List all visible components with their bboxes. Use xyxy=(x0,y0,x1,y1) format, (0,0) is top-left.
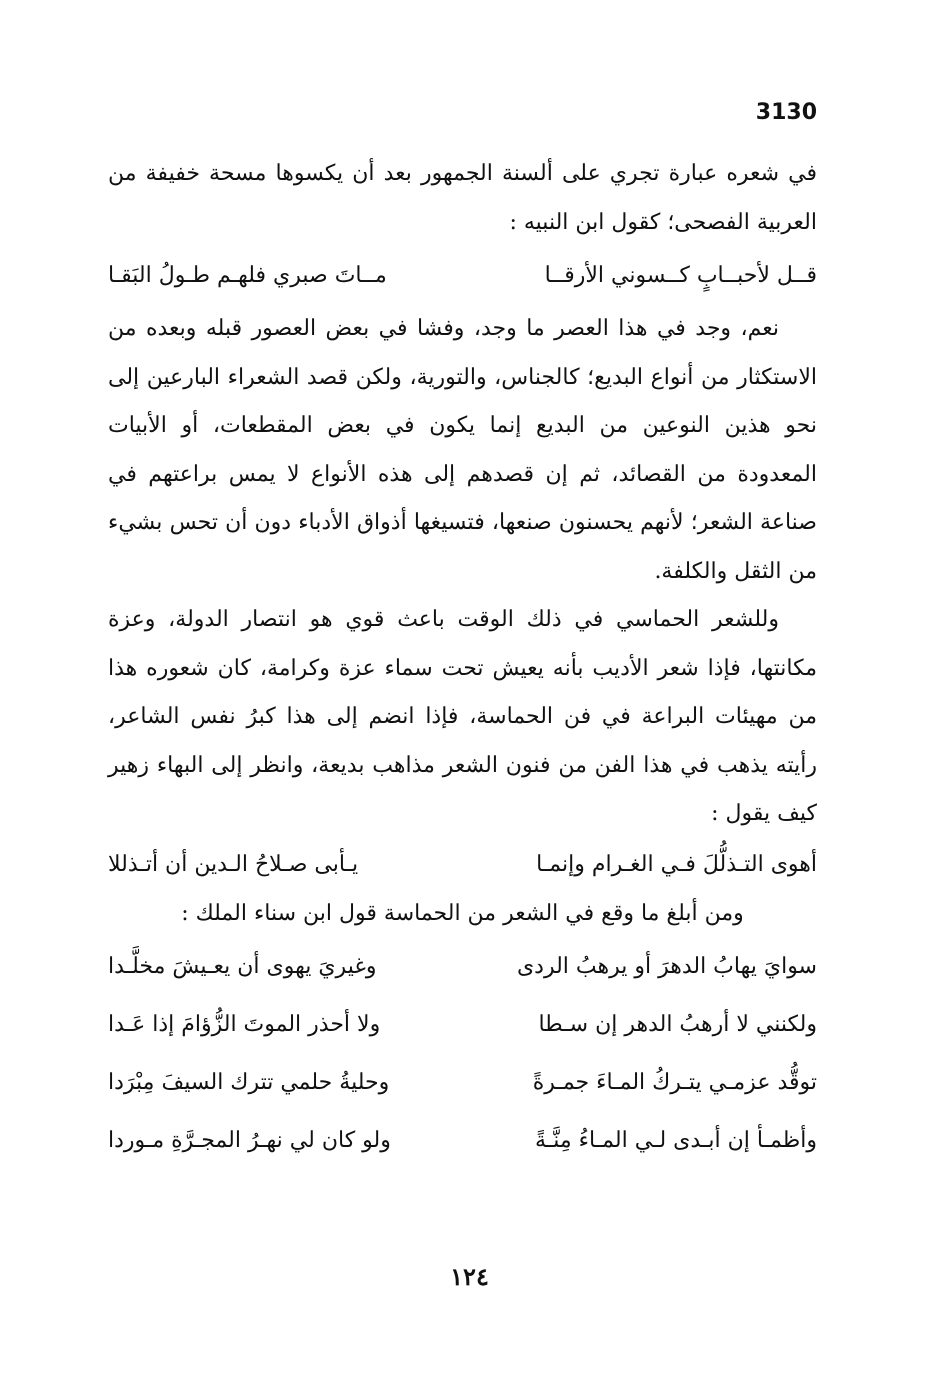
verse-second-hemistich: مــاتَ صبري فلهـم طـولُ البَقـا xyxy=(108,263,387,288)
verse-second-hemistich: ولا أحذر الموتَ الزُّؤامَ إذا عَـدا xyxy=(108,1012,381,1037)
verse-second-hemistich: وحليةُ حلمي تترك السيفَ مِبْرَدا xyxy=(108,1070,390,1095)
poem-line-1 xyxy=(108,938,817,996)
poem-line-4 xyxy=(108,1112,817,1170)
verse-first-hemistich: سوايَ يهابُ الدهرَ أو يرهبُ الردى xyxy=(516,954,817,979)
verse-second-hemistich: ولو كان لي نهـرُ المجـرَّةِ مـوردا xyxy=(108,1128,391,1153)
paragraph-intro: في شعره عبارة تجري على ألسنة الجمهور بعد أن يكسوها مسحة خفيفة من العربية الفصحى؛ كقول ابن النبيه : xyxy=(108,161,817,235)
page-number: ١٢٤ xyxy=(450,1262,489,1291)
verse-second-hemistich: وغيريَ يهوى أن يعـيشَ مخلَّـدا xyxy=(108,954,377,979)
verse-ibn-nabih xyxy=(108,247,817,305)
verse-first-hemistich: قــل لأحبــابٍ كــسوني الأرقــا xyxy=(544,263,817,288)
verse-first-hemistich: وأظمـأ إن أبـدى لـي المـاءُ مِنَّـةً xyxy=(535,1128,817,1153)
page-code: 3130 xyxy=(755,100,817,125)
poem-line-2 xyxy=(108,996,817,1054)
text-body xyxy=(108,150,817,1170)
verse-first-hemistich: ولكنني لا أرهبُ الدهر إن سـطا xyxy=(538,1012,817,1037)
paragraph-hamasa: وللشعر الحماسي في ذلك الوقت باعث قوي هو انتصار الدولة، وعزة مكانتها، فإذا شعر الأديب بأنه يعيش تحت سماء عزة وكرامة، كان شعوره هذا من مهيئات البراعة في فن الحماسة، فإذا انضم إلى هذا كبرُ نفس الشاعر، رأيته يذهب في هذا الفن من فنون الشعر مذاهب بديعة، وانظر إلى البهاء زهير كيف يقول : xyxy=(108,607,817,826)
verse-first-hemistich: أهوى التـذلُّلَ فـي الغـرام وإنمـا xyxy=(536,851,817,877)
verse-first-hemistich: توقُّد عزمـي يتـركُ المـاءَ جمـرةً xyxy=(532,1070,817,1095)
paragraph-ibn-sana: ومن أبلغ ما وقع في الشعر من الحماسة قول ابن سناء الملك : xyxy=(181,900,744,926)
verse-baha-zuhair xyxy=(108,839,817,890)
verse-second-hemistich: يـأبى صـلاحُ الـدين أن أتـذللا xyxy=(108,851,359,877)
paragraph-badi: نعم، وجد في هذا العصر ما وجد، وفشا في بعض العصور قبله وبعده من الاستكثار من أنواع البديع؛ كالجناس، والتورية، ولكن قصد الشعراء البارعين إلى نحو هذين النوعين من البديع إنما يكون في بعض المقطعات، أو الأبيات المعدودة من القصائد، ثم إن قصدهم إلى هذه الأنواع لا يمس براعتهم في صناعة الشعر؛ لأنهم يحسنون صنعها، فتسيغها أذواق الأدباء دون أن تحس بشيء من الثقل والكلفة. xyxy=(108,316,817,584)
poem-line-3 xyxy=(108,1054,817,1112)
